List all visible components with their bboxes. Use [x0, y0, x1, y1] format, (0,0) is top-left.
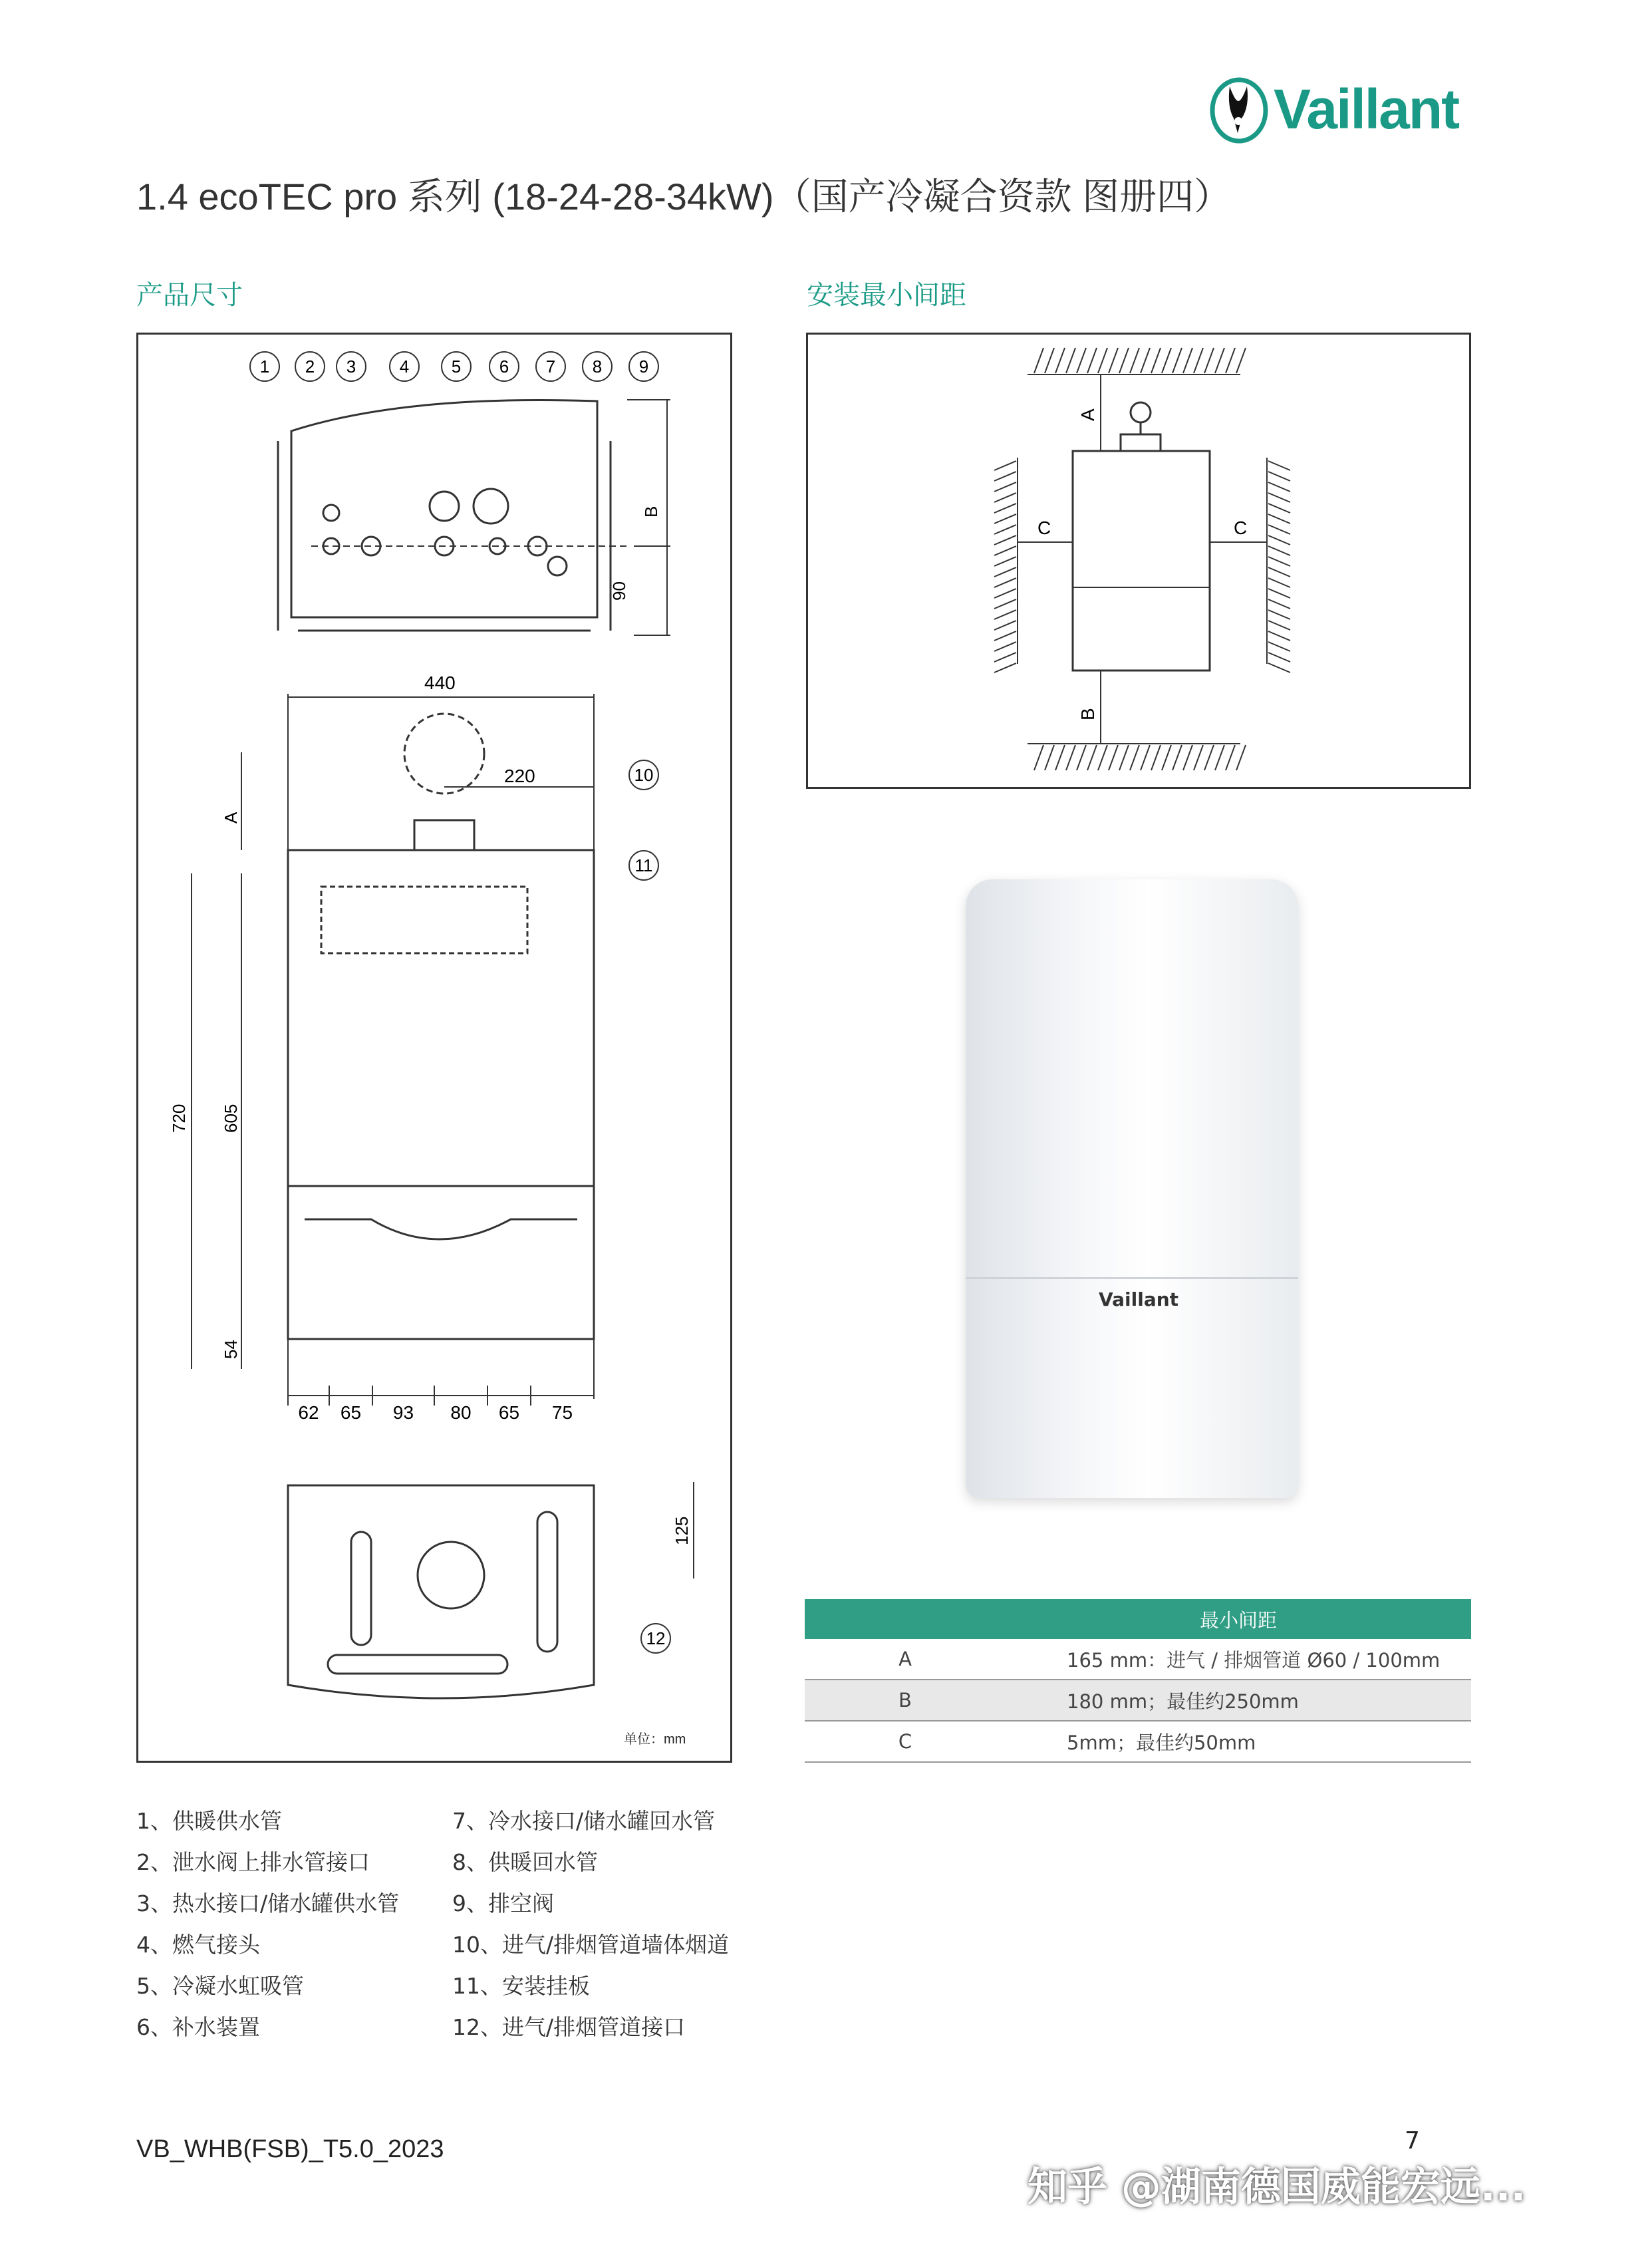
callout-number: 10 — [634, 765, 654, 785]
table-cell-value: 165 mm：进气 / 排烟管道 Ø60 / 100mm — [1006, 1639, 1471, 1680]
table-row — [805, 1680, 1471, 1721]
page-title: 1.4 ecoTEC pro 系列 (18-24-28-34kW)（国产冷凝合资款 图册四） — [136, 176, 1232, 218]
dim-spacing-label: 75 — [551, 1402, 573, 1423]
callout-number: 2 — [305, 357, 315, 376]
top-view — [278, 400, 611, 631]
legend-item: 11、安装挂板 — [452, 1973, 590, 1999]
legend-item: 10、进气/排烟管道墙体烟道 — [452, 1932, 730, 1958]
legend-item: 12、进气/排烟管道接口 — [452, 2014, 686, 2040]
legend-item: 1、供暖供水管 — [136, 1808, 282, 1834]
table-row — [805, 1639, 1471, 1680]
callout-number: 12 — [646, 1628, 666, 1648]
dim-54: 54 — [221, 1340, 241, 1359]
table-cell-value: 180 mm；最佳约250mm — [1006, 1680, 1471, 1721]
dim-spacing-label: 80 — [450, 1402, 472, 1423]
callout-number: 1 — [259, 357, 270, 376]
table-cell-value: 5mm；最佳约50mm — [1006, 1721, 1471, 1762]
legend-item: 5、冷凝水虹吸管 — [136, 1973, 304, 1999]
section-title-dimensions: 产品尺寸 — [136, 280, 243, 311]
legend-item: 4、燃气接头 — [136, 1932, 260, 1958]
dimension-drawing — [138, 335, 730, 1761]
legend-item: 2、泄水阀上排水管接口 — [136, 1849, 370, 1875]
callout-number: 8 — [592, 357, 603, 376]
section-title-clearance: 安装最小间距 — [807, 280, 966, 311]
source-watermark: 知乎 @湖南德国威能宏远... — [1028, 2164, 1526, 2210]
dim-spacing-label: 93 — [392, 1402, 414, 1423]
brand-name: Vaillant — [1274, 78, 1459, 140]
front-panel-seam — [966, 1277, 1298, 1279]
pipe-spacings — [288, 1386, 573, 1423]
callout-number: 4 — [399, 357, 410, 376]
product-photo — [966, 879, 1298, 1498]
table-row — [805, 1721, 1471, 1762]
dim-220: 220 — [504, 766, 535, 786]
dim-label-b-top: B — [641, 506, 661, 518]
table-header-value: 最小间距 — [1006, 1599, 1471, 1639]
dim-spacing-label: 65 — [498, 1402, 520, 1423]
clearance-label-c-left: C — [1037, 518, 1051, 538]
callout-number: 3 — [346, 357, 356, 376]
dim-spacing-label: 62 — [298, 1402, 319, 1423]
dim-720: 720 — [169, 1104, 189, 1133]
dim-125: 125 — [672, 1516, 692, 1545]
callout-number: 6 — [499, 357, 509, 376]
clearance-label-a: A — [1077, 408, 1098, 421]
clearance-drawing — [808, 335, 1469, 787]
dim-90: 90 — [609, 581, 629, 601]
dim-spacing-label: 65 — [340, 1402, 362, 1423]
clearance-label-b: B — [1077, 708, 1098, 720]
callout-group — [250, 352, 670, 1653]
table-cell-key: A — [805, 1639, 1006, 1680]
front-view — [288, 714, 594, 1339]
legend-item: 9、排空阀 — [452, 1890, 554, 1916]
legend-item: 6、补水装置 — [136, 2014, 260, 2040]
legend-item: 3、热水接口/储水罐供水管 — [136, 1890, 400, 1916]
table-header-key — [805, 1599, 1006, 1639]
callout-number: 5 — [451, 357, 462, 376]
dim-440: 440 — [424, 672, 456, 693]
dimension-drawing-frame — [136, 333, 732, 1763]
unit-note: 单位：mm — [624, 1732, 686, 1747]
doc-code: VB_WHB(FSB)_T5.0_2023 — [136, 2135, 444, 2163]
clearance-label-c-right: C — [1234, 518, 1248, 538]
table-cell-key: B — [805, 1680, 1006, 1721]
page-number: 7 — [1405, 2127, 1420, 2155]
clearance-drawing-frame — [806, 333, 1471, 789]
table-cell-key: C — [805, 1721, 1006, 1762]
callout-number: 7 — [545, 357, 556, 376]
clearance-table — [805, 1599, 1471, 1763]
vaillant-logo — [1207, 72, 1480, 145]
callout-number: 9 — [638, 357, 649, 376]
dim-label-a: A — [221, 812, 241, 823]
bottom-view — [288, 1485, 594, 1698]
dim-605: 605 — [221, 1104, 241, 1133]
legend-item: 8、供暖回水管 — [452, 1849, 598, 1875]
callout-number: 11 — [634, 855, 653, 875]
legend-item: 7、冷水接口/储水罐回水管 — [452, 1808, 716, 1834]
product-badge: Vaillant — [1099, 1288, 1179, 1310]
